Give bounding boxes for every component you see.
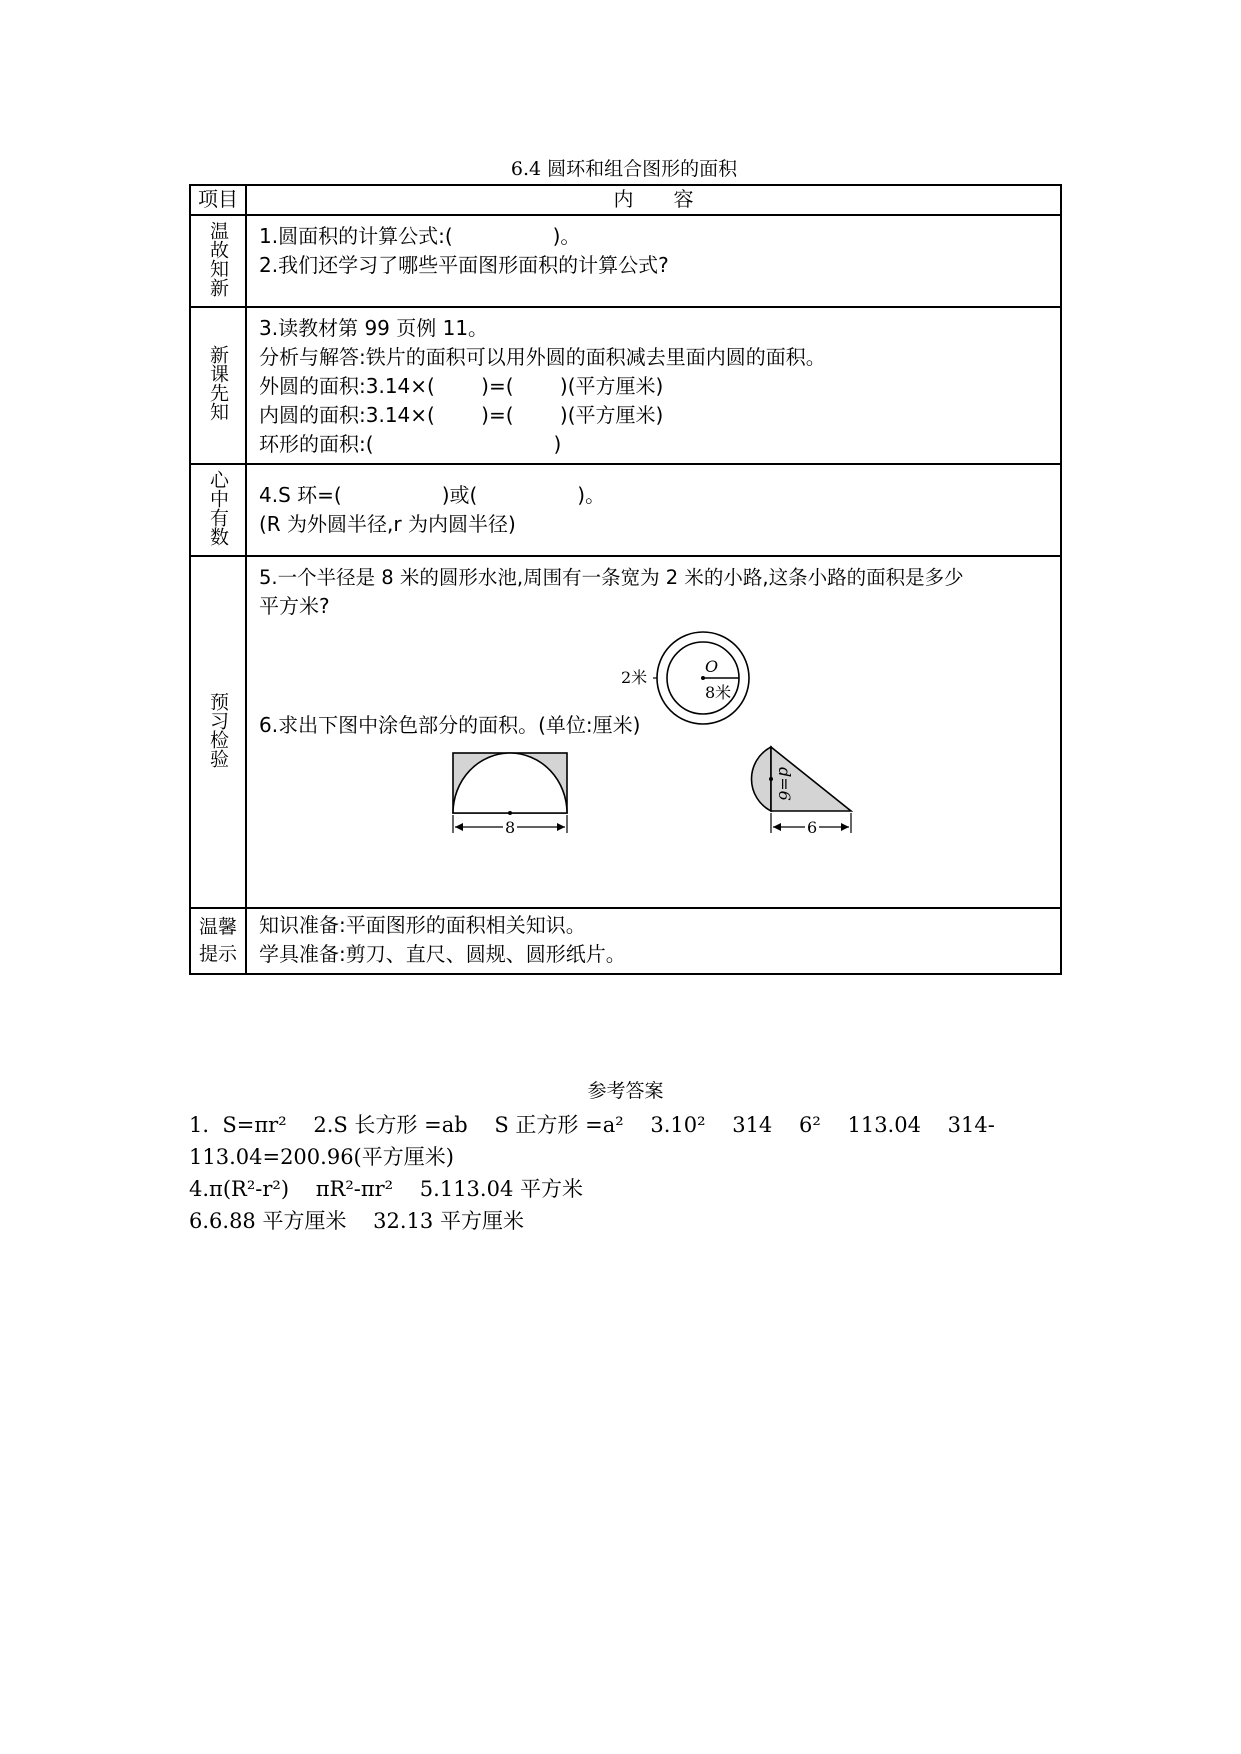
q4: 4.S 环=( )或( )。 (259, 483, 606, 507)
row-content-tips (246, 908, 1061, 974)
q3: 3.读教材第 99 页例 11。 (259, 316, 489, 340)
header-item: 项目 (190, 185, 246, 215)
row-content-check (246, 556, 1061, 908)
ring-width-label: 2米 (621, 668, 648, 687)
q5-line2: 平方米? (259, 594, 330, 618)
ring-radius-label: 8米 (705, 683, 732, 702)
ring-center-label: O (705, 657, 719, 676)
q1: 1.圆面积的计算公式:( )。 (259, 224, 581, 248)
row-label-check: 预习检验 (190, 556, 246, 908)
row-content-mind (246, 464, 1061, 556)
q3-ring: 环形的面积:( ) (259, 432, 562, 456)
page-title: 6.4 圆环和组合图形的面积 (510, 158, 738, 180)
answer-line-1: 1. S=πr² 2.S 长方形 =ab S 正方形 =a² 3.10² 314 6² 113.04 314- (189, 1113, 995, 1137)
answer-heading: 参考答案 (587, 1080, 664, 1102)
q3-inner: 内圆的面积:3.14×( )=( )(平方厘米) (259, 403, 664, 427)
row-content-new (246, 307, 1061, 464)
worksheet-table (189, 184, 1062, 975)
row-label-mind: 心中有数 (190, 464, 246, 556)
q4-note: (R 为外圆半径,r 为内圆半径) (259, 512, 516, 536)
q6: 6.求出下图中涂色部分的面积。(单位:厘米) (259, 713, 641, 737)
row-label-review: 温故知新 (190, 215, 246, 307)
q3-analysis: 分析与解答:铁片的面积可以用外圆的面积减去里面内圆的面积。 (259, 345, 826, 369)
q3-outer: 外圆的面积:3.14×( )=( )(平方厘米) (259, 374, 664, 398)
q2: 2.我们还学习了哪些平面图形面积的计算公式? (259, 253, 669, 277)
semicircle-dim-label: 8 (505, 818, 516, 837)
semicircle-figure (443, 751, 583, 841)
tip-knowledge: 知识准备:平面图形的面积相关知识。 (259, 913, 586, 937)
answer-key (189, 1075, 1062, 1237)
row-label-tips: 温馨提示 (190, 908, 246, 974)
q5-line1: 5.一个半径是 8 米的圆形水池,周围有一条宽为 2 米的小路,这条小路的面积是多少 (259, 566, 964, 589)
row-content-review (246, 215, 1061, 307)
tip-tools: 学具准备:剪刀、直尺、圆规、圆形纸片。 (259, 942, 626, 966)
triangle-figure (725, 741, 865, 841)
header-content: 内 容 (246, 185, 1061, 215)
row-label-new: 新课先知 (190, 307, 246, 464)
triangle-base-label: 6 (807, 818, 818, 837)
triangle-diameter-label: d=6 (775, 767, 794, 801)
answer-line-3: 4.π(R²-r²) πR²-πr² 5.113.04 平方米 (189, 1177, 583, 1201)
answer-line-2: 113.04=200.96(平方厘米) (189, 1145, 454, 1169)
answer-line-4: 6.6.88 平方厘米 32.13 平方厘米 (189, 1209, 524, 1233)
